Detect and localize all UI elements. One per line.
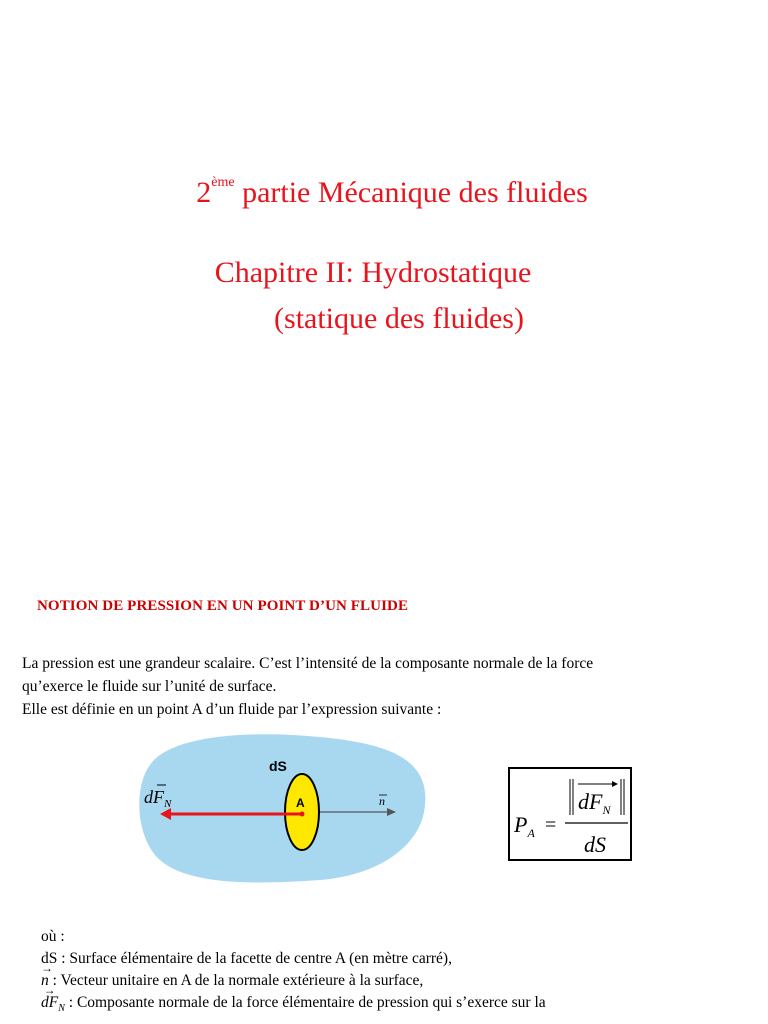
- pressure-formula: [508, 767, 632, 861]
- part-superscript: ème: [211, 175, 235, 190]
- formula-numerator: $dF_N$: [578, 789, 611, 817]
- normal-label: n: [379, 794, 385, 808]
- formula-lhs: $P_A$: [514, 812, 535, 840]
- part-title: [8, 176, 768, 210]
- pressure-diagram: [130, 725, 430, 890]
- part-number: 2: [196, 176, 212, 209]
- paragraph-line-2: qu’exerce le fluide sur l’unité de surface.: [22, 678, 277, 695]
- fluid-region: [139, 734, 425, 882]
- chapter-subtitle: (statique des fluides): [274, 302, 524, 335]
- definition-ds: dS : Surface élémentaire de la facette de centre A (en mètre carré),: [41, 950, 452, 967]
- n-vector-symbol: → n: [41, 970, 49, 991]
- force-label-sub: N: [164, 798, 172, 810]
- force-vector-symbol: → dF: [41, 992, 58, 1013]
- force-label-main: dF: [144, 787, 164, 807]
- definition-n: [41, 970, 423, 991]
- definition-n-text: : Vecteur unitaire en A de la normale extérieure à la surface,: [48, 972, 424, 989]
- paragraph-line-3: Elle est définie en un point A d’un fluide par l’expression suivante :: [22, 701, 442, 718]
- definition-force-text: : Composante normale de la force élémentaire de pression qui s’exerce sur la: [64, 994, 546, 1011]
- force-vector-subscript: N: [58, 1003, 65, 1014]
- definition-force: [41, 992, 546, 1019]
- ds-label: dS: [269, 758, 287, 774]
- point-label: A: [296, 796, 305, 810]
- formula-equals: =: [545, 814, 557, 836]
- definitions-intro: où :: [41, 928, 65, 945]
- part-title-text: partie Mécanique des fluides: [234, 176, 588, 209]
- formula-denominator: dS: [584, 832, 606, 857]
- section-heading: NOTION DE PRESSION EN UN POINT D’UN FLUIDE: [37, 598, 409, 614]
- point-a-dot: [300, 812, 305, 817]
- chapter-title: Chapitre II: Hydrostatique: [214, 256, 532, 289]
- paragraph-line-1: La pression est une grandeur scalaire. C’est l’intensité de la composante normale de la force: [22, 655, 594, 672]
